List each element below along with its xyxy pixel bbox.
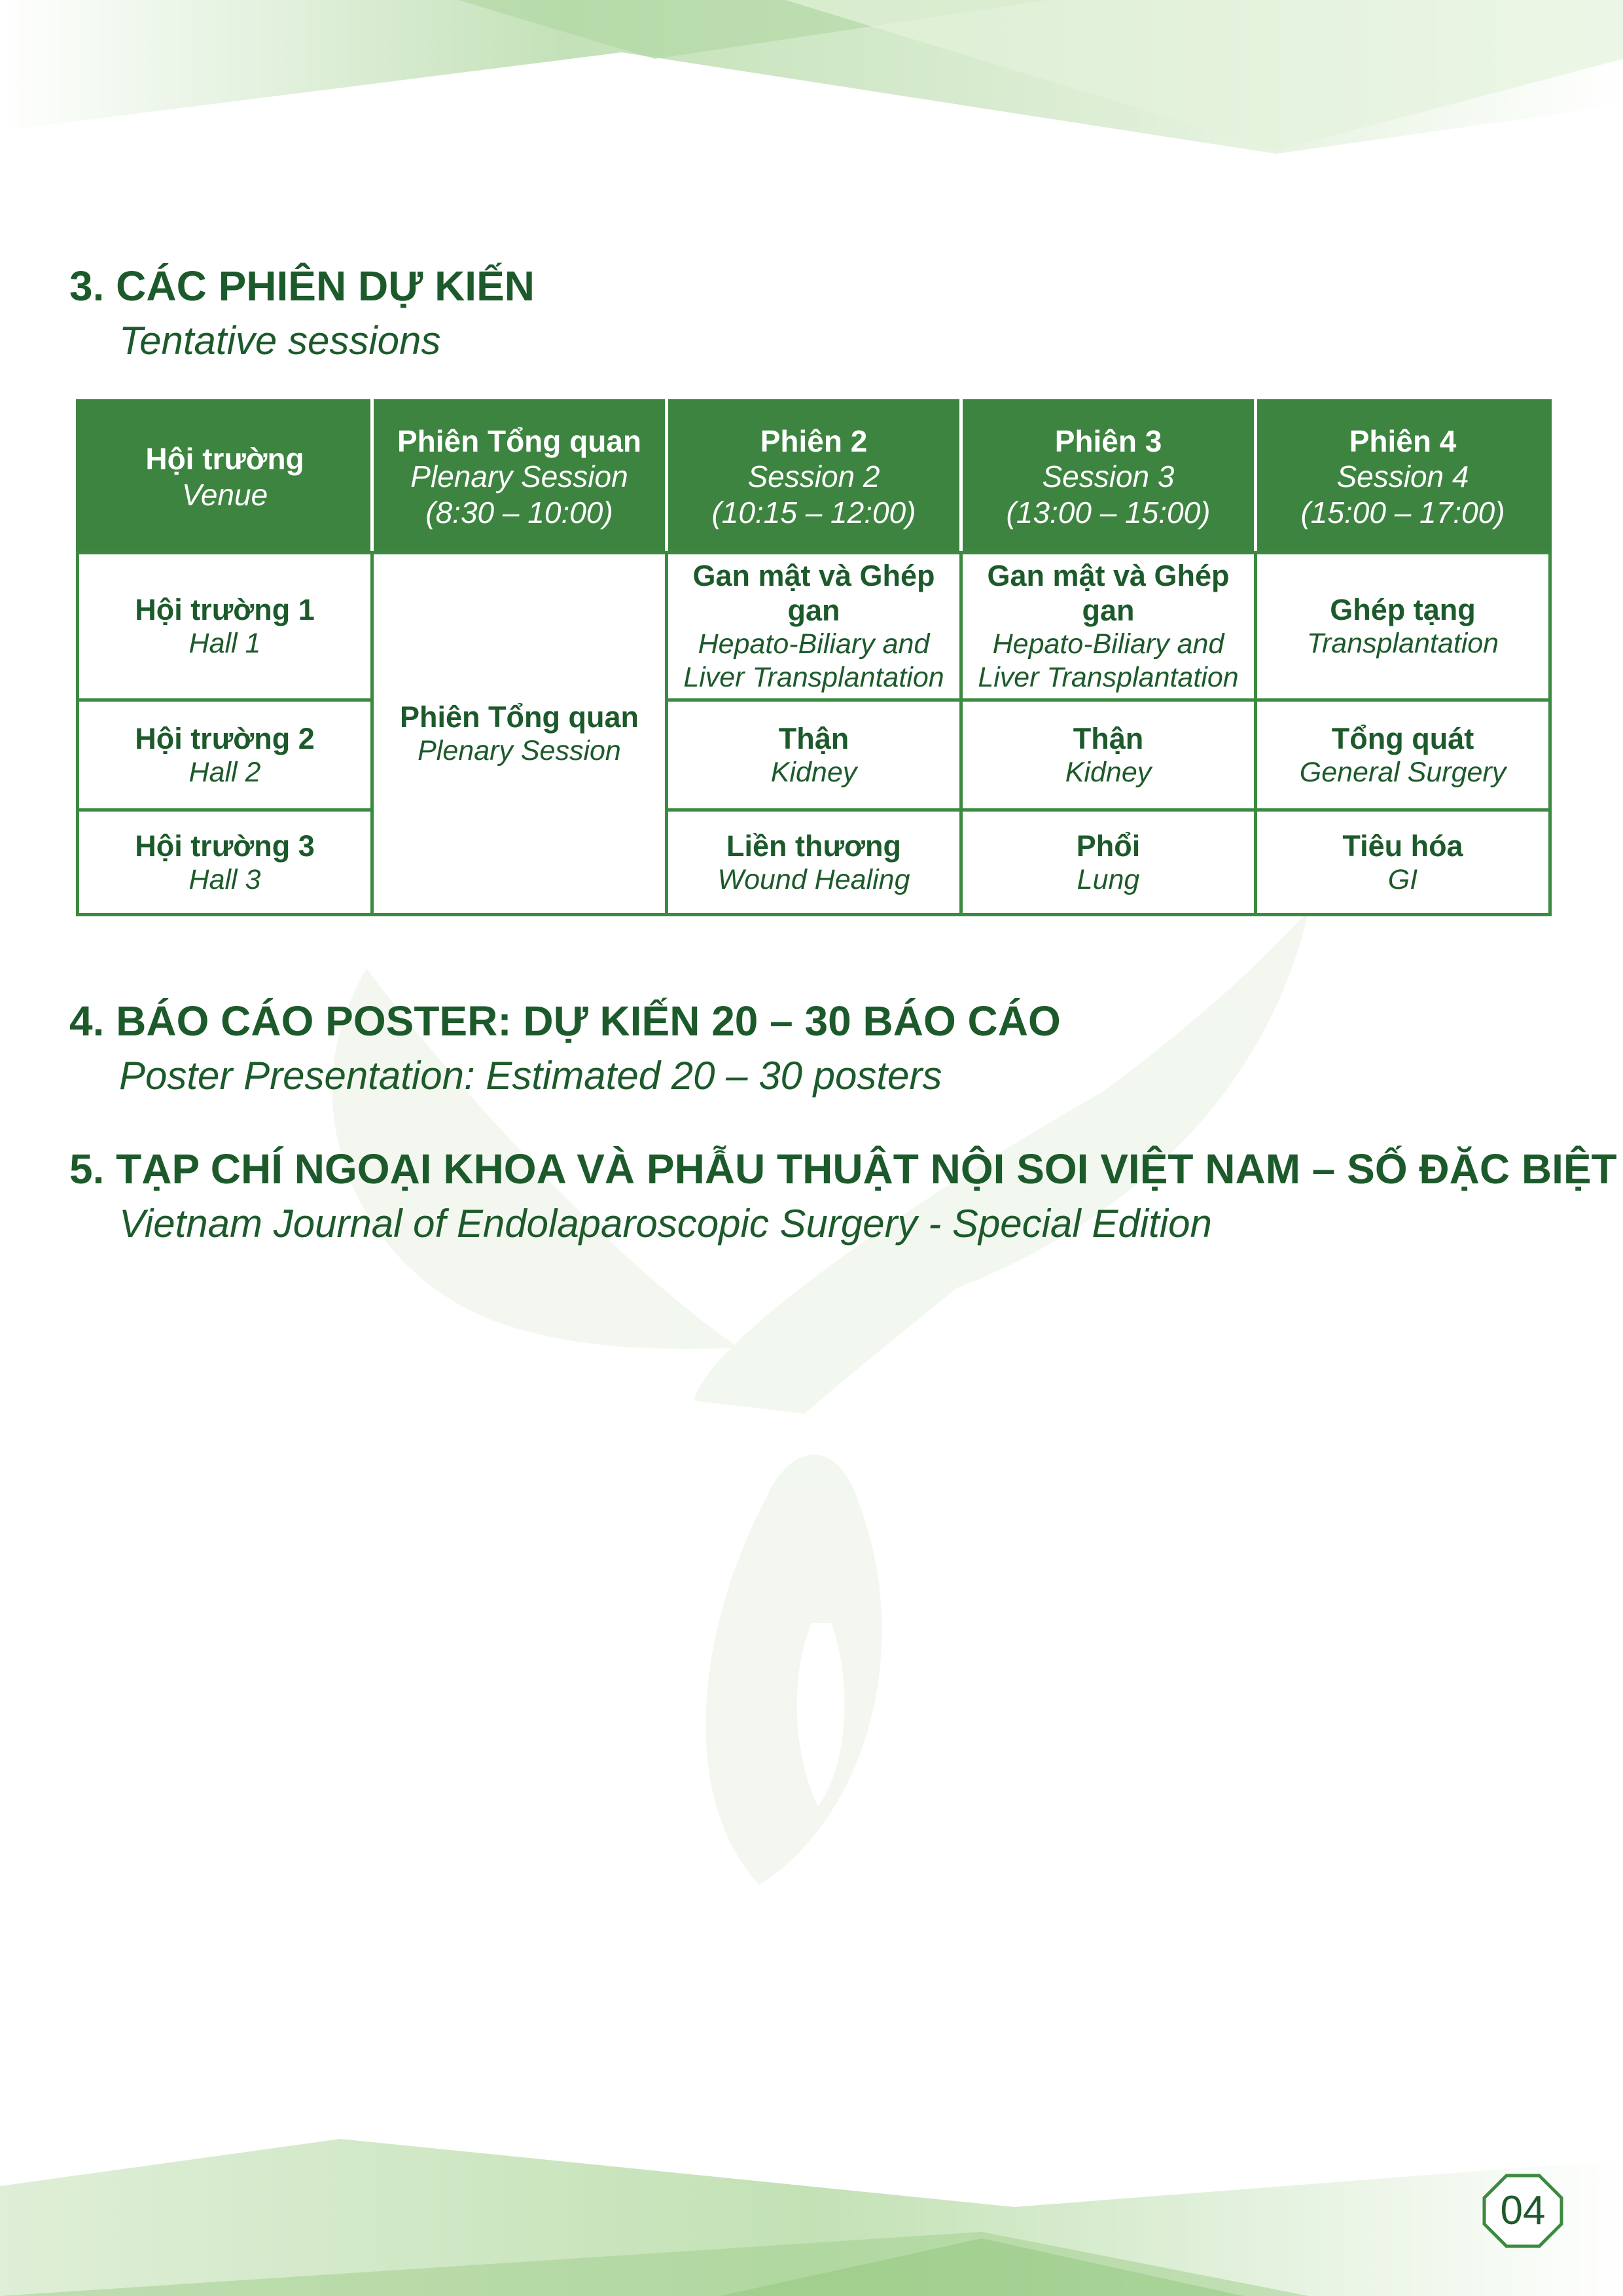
page-number: 04 xyxy=(1500,2188,1546,2233)
table-header-row xyxy=(78,401,1550,553)
hall-2-cell: Hội trường 2 Hall 2 xyxy=(78,700,372,810)
hall-1-session-3: Gan mật và Ghép gan Hepato-Biliary and Liver Transplantation xyxy=(961,553,1256,700)
table-row-hall-2 xyxy=(78,700,1550,810)
section-subtitle: Tentative sessions xyxy=(119,319,441,363)
hall-1-session-2: Gan mật và Ghép gan Hepato-Biliary and Liver Transplantation xyxy=(667,553,961,700)
header-venue: Hội trường Venue xyxy=(78,401,372,553)
hall-3-session-4: Tiêu hóa GI xyxy=(1256,810,1550,915)
hall-3-session-2: Liền thương Wound Healing xyxy=(667,810,961,915)
plenary-cell: Phiên Tổng quan Plenary Session xyxy=(372,553,667,915)
header-session-2: Phiên 2 Session 2 (10:15 – 12:00) xyxy=(667,401,961,553)
header-plenary: Phiên Tổng quan Plenary Session (8:30 – 10:00) xyxy=(372,401,667,553)
hall-3-cell: Hội trường 3 Hall 3 xyxy=(78,810,372,915)
section-journal xyxy=(69,1145,1617,1246)
hall-2-session-3: Thận Kidney xyxy=(961,700,1256,810)
header-session-3: Phiên 3 Session 3 (13:00 – 15:00) xyxy=(961,401,1256,553)
section-tentative-sessions xyxy=(69,262,535,363)
header-session-4: Phiên 4 Session 4 (15:00 – 17:00) xyxy=(1256,401,1550,553)
hall-2-session-4: Tổng quát General Surgery xyxy=(1256,700,1550,810)
table-row-hall-3 xyxy=(78,810,1550,915)
sessions-table xyxy=(76,399,1552,916)
page-number-badge xyxy=(1480,2172,1565,2250)
section-poster xyxy=(69,997,1061,1098)
section-title: 5. TẠP CHÍ NGOẠI KHOA VÀ PHẪU THUẬT NỘI SOI VIỆT NAM – SỐ ĐẶC BIỆT xyxy=(69,1145,1617,1193)
hall-1-session-4: Ghép tạng Transplantation xyxy=(1256,553,1550,700)
section-subtitle: Poster Presentation: Estimated 20 – 30 posters xyxy=(119,1054,942,1098)
hall-1-cell: Hội trường 1 Hall 1 xyxy=(78,553,372,700)
hall-3-session-3: Phổi Lung xyxy=(961,810,1256,915)
hall-2-session-2: Thận Kidney xyxy=(667,700,961,810)
table-row-hall-1 xyxy=(78,553,1550,700)
section-title: 4. BÁO CÁO POSTER: DỰ KIẾN 20 – 30 BÁO CÁO xyxy=(69,997,1061,1045)
section-subtitle: Vietnam Journal of Endolaparoscopic Surgery - Special Edition xyxy=(119,1202,1212,1246)
section-title: 3. CÁC PHIÊN DỰ KIẾN xyxy=(69,262,535,310)
